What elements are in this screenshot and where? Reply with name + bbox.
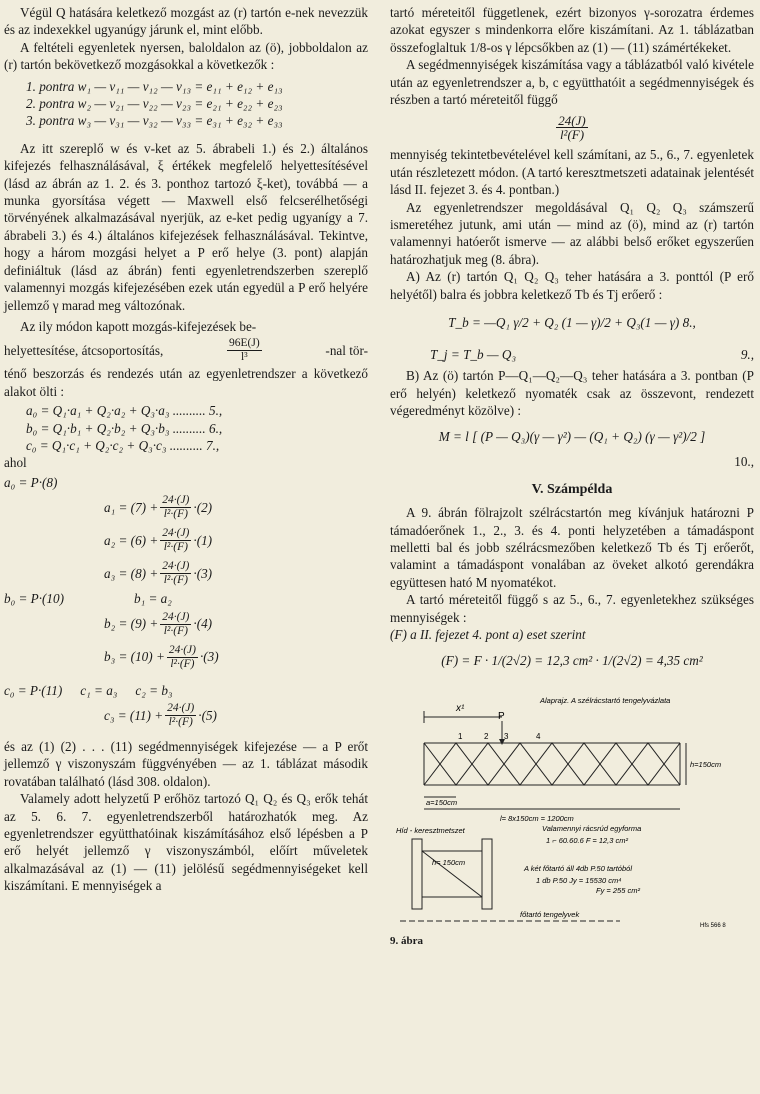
figure-label: 3 <box>504 732 509 742</box>
figure-stamp: Hfs 566 8 <box>700 923 726 930</box>
text: b₂ = (9) + <box>104 616 159 632</box>
paragraph: B) Az (ö) tartón P—Q₁—Q₂—Q₃ teher hatására a 3. pontban (P erő helyén) keletkező nyomaték csak az összevont, rendezett végeredményt közölve) : <box>390 368 754 418</box>
numerator: 24·(J) <box>167 701 195 714</box>
denominator: l²·(F) <box>163 624 188 637</box>
equation <box>104 557 368 590</box>
equation-system <box>26 402 368 454</box>
paragraph: és az (1) (2) . . . (11) segédmennyiségek kifejezése — a P erőt jellemző γ viszonyszám függvényében — az 1. táblázat második rovatában található (lásd 308. oldalon). <box>4 738 368 789</box>
fraction <box>160 527 191 554</box>
text: b₀ = P·(10) <box>4 591 64 607</box>
section-heading: V. Számpélda <box>531 481 613 497</box>
equation-number: 10., <box>734 454 754 470</box>
text: c₀ = P·(11) <box>4 682 63 698</box>
text: T_j = T_b — Q₃ <box>430 347 517 363</box>
numerator: 96E(J) <box>229 336 260 349</box>
figure-label: Valamennyi rácsrúd egyforma <box>542 824 642 834</box>
equation <box>104 641 368 674</box>
figure-label: főtartó tengelyvek <box>520 910 580 920</box>
formula <box>390 108 754 146</box>
equation-tj <box>390 343 754 367</box>
paragraph: Az ily módon kapott mozgás-kifejezések be- <box>20 318 257 334</box>
left-column <box>4 4 368 895</box>
right-column <box>390 4 754 951</box>
paragraph: A tartó méreteitől függő s az 5., 6., 7. egyenletekhez szükséges mennyiségek : <box>390 592 754 625</box>
numerator: 24·(J) <box>162 494 190 507</box>
text: c₁ = a₃ <box>80 682 118 698</box>
truss-diagonals <box>424 743 680 785</box>
text: c₂ = b₃ <box>135 682 173 698</box>
numerator: 24·(J) <box>162 560 190 573</box>
text: ·(3) <box>199 649 219 665</box>
paragraph: (F) a II. fejezet 4. pont a) eset szerint <box>390 626 586 642</box>
paragraph: tartó méreteitől függetlenek, ezért bizonyos γ-sorozatra érdemes azokat egyszer s mindenkorra előre kiszámítani. Az 1. táblázatban összefoglaltuk 1/8-os γ lépcsőkben az (1) — (11) számértékeket. <box>390 5 754 55</box>
figure-label: 1 <box>458 732 463 742</box>
text: a₂ = (6) + <box>104 532 159 548</box>
text: a₁ = (7) + <box>104 499 159 515</box>
figure-9 <box>390 681 754 931</box>
text: ·(3) <box>193 565 213 581</box>
equation <box>104 491 368 524</box>
figure-label: x¹ <box>456 703 465 715</box>
equation: 3. pontra w₃ — v₃₁ — v₃₂ — v₃₃ = e₃₁ + e₃₂ + e₃₃ <box>26 113 283 129</box>
equation-block <box>4 78 368 130</box>
figure-label: a=150cm <box>426 798 458 808</box>
equation: b₀ = Q₁·b₁ + Q₂·b₂ + Q₃·b₃ .......... 6., <box>26 420 223 436</box>
figure-label: Fy = 255 cm² <box>596 886 640 896</box>
equation <box>104 608 368 641</box>
text: -nal tör- <box>325 342 368 358</box>
denominator: l²·(F) <box>163 574 188 587</box>
paragraph: A feltételi egyenletek nyersen, baloldalon az (ö), jobboldalon az (r) tartón bekövetkező mozgásokkal a következők : <box>4 39 368 73</box>
numerator: 24·(J) <box>168 643 196 656</box>
denominator: l²(F) <box>559 126 585 142</box>
equation: c₀ = Q₁·c₁ + Q₂·c₂ + Q₃·c₃ .......... 7., <box>26 437 220 453</box>
paragraph: ténő beszorzás és rendezés után az egyenletrendszer a következő alakot ölti : <box>4 366 368 399</box>
figure-label: 1 ⌐ 60.60.6 F = 12,3 cm² <box>546 836 628 846</box>
text: c₃ = (11) + <box>104 707 164 723</box>
figure-label: h=150cm <box>690 760 722 770</box>
figure-label: 2 <box>484 732 489 742</box>
paragraph: Az egyenletrendszer megoldásával Q₁ Q₂ Q₃ számszerű ismeretéhez jutunk, ami után — mind az (ö), mind az (r) tartón valamennyi hatóerőt ismerve — az alábbi belső erőket egyszerűen határozhatjuk meg (8. ábra). <box>390 199 754 267</box>
paragraph-line <box>4 335 368 365</box>
equation: a₀ = Q₁·a₁ + Q₂·a₂ + Q₃·a₃ .......... 5., <box>26 403 223 419</box>
equation-f: (F) = F · 1/(2√2) = 12,3 cm² · 1/(2√2) = 4,35 cm² <box>441 652 703 668</box>
text: b₃ = (10) + <box>104 649 165 665</box>
numerator: 24(J) <box>558 112 586 128</box>
fraction <box>160 560 191 587</box>
text: a₃ = (8) + <box>104 565 159 581</box>
equation-number: 9., <box>740 347 754 363</box>
paragraph: A) Az (r) tartón Q₁ Q₂ Q₃ teher hatására a 3. ponttól (P erő helyétől) balra és jobbra keletkező Tb és Tj erőerő : <box>390 269 754 302</box>
paragraph: A 9. ábrán fölrajzolt szélrácstartón meg kívánjuk határozni P támadóerőnek 1., 2., 3. és 4. ponti helyzetében a támadáspont melletti bal és jobb szélrácsmezőben keletkező Tb és Tj erőerőt, valamint a támadáspont vonalában az öveket alkotó gerendákra együttesen ható M nyomatékot. <box>390 505 754 590</box>
fraction <box>556 114 587 141</box>
text: ·(1) <box>193 532 213 548</box>
equation: 2. pontra w₂ — v₂₁ — v₂₂ — v₂₃ = e₂₁ + e₂₂ + e₂₃ <box>26 96 283 112</box>
text: helyettesítése, átcsoportosítás, <box>4 342 164 358</box>
numerator: 24·(J) <box>162 610 190 623</box>
text: ·(5) <box>198 707 217 723</box>
denominator: l²·(F) <box>163 508 188 521</box>
equation <box>4 682 368 699</box>
figure-label: 4 <box>536 732 541 742</box>
paragraph: mennyiség tekintetbevételével kell számítani, az 5., 6., 7. egyenletek után részletezett módon. (A tartó keresztmetszeti adatainak jelentését lásd II. fejezet 3. és 4. pontban.) <box>390 147 754 198</box>
cross-section-right <box>482 839 492 909</box>
equation: a₀ = P·(8) <box>4 474 58 490</box>
denominator: l²·(F) <box>168 715 193 728</box>
text: ·(4) <box>193 616 213 632</box>
figure-label: Híd - keresztmetszet <box>396 826 465 836</box>
paragraph: Végül Q hatására keletkező mozgást az (r) tartón e-nek nevezzük és az indexekkel ugyanúgy járunk el, mint előbb. <box>4 5 368 38</box>
equation-tb: T_b = —Q₁ γ/2 + Q₂ (1 — γ)/2 + Q₃(1 — γ) 8., <box>448 315 696 331</box>
text: ahol <box>4 455 27 471</box>
paragraph: A segédmennyiségek kiszámítása vagy a táblázatból való kivétele után az egyenletrendszer a, b, c együtthatóit a segédmennyiségek és részben a tartó méreteitől függő <box>390 57 754 108</box>
fraction <box>227 337 262 364</box>
equation <box>4 590 368 607</box>
figure-label: Alaprajz. A szélrácstartó tengelyvázlata <box>540 696 671 706</box>
equation-m: M = l [ (P — Q₃)(γ — γ²) — (Q₁ + Q₂) (γ — γ²)/2 ] <box>438 428 706 444</box>
cross-section-left <box>412 839 422 909</box>
equation: 1. pontra w₁ — v₁₁ — v₁₂ — v₁₃ = e₁₁ + e₁₂ + e₁₃ <box>26 78 283 94</box>
denominator: l²·(F) <box>170 657 195 670</box>
figure-caption: 9. ábra <box>390 935 423 948</box>
fraction <box>160 611 191 638</box>
fraction <box>165 702 196 729</box>
figure-label: h= 150cm <box>432 858 466 868</box>
text: ·(2) <box>193 499 213 515</box>
figure-label: P <box>498 711 505 723</box>
paragraph: Valamely adott helyzetű P erőhöz tartozó Q₁ Q₂ és Q₃ erők tehát az 5. 6. 7. egyenletrendszerből határozhatók meg. Az egyenletrendszer együtthatóinak kiszámításához első lépésben a P erő helyét jellemző γ viszonyszámból, előírt műveletek alkalmazásával az (1) — (11) jelölésű segédmennyiségeket kell kiszámítani. E mennyiségek a <box>4 791 368 894</box>
figure-label: 1 db P.50 Jy = 15530 cm⁴ <box>536 876 622 886</box>
numerator: 24·(J) <box>162 527 190 540</box>
figure-label: A két főtartó áll 4db P.50 tartóból <box>524 864 632 874</box>
equation <box>104 524 368 557</box>
fraction <box>160 494 191 521</box>
figure-label: l= 8x150cm = 1200cm <box>500 814 574 824</box>
fraction <box>167 644 198 671</box>
denominator: l³ <box>241 350 248 363</box>
text: b₁ = a₂ <box>134 591 172 607</box>
paragraph: Az itt szereplő w és v-ket az 5. ábrabeli 1.) és 2.) általános kifejezés felhasználásával, ξ értékek megfelelő helyettesítésével (lásd az ábrán az 1. 2. és 3. ponthoz tartozó ξ-ket), továbbá — a munka gyorsítása végett — Maxwell első felcserélhetőségi törvényének alkalmazásával nyerjük, az e-ket pedig ugyanígy a 7. ábrabeli 3.) és 4.) általános kifejezések felhasználásával. Tekintve, hogy a három mozgási helyet a P erő helye (3. pont) alapján definiáltuk (lásd az ábrán) fenti egyenletrendszerben szereplő valamennyi mozgás kifejezésében ezek után egyedül a P erő helyére jellemző γ marad meg változónak. <box>4 140 368 313</box>
equation <box>104 699 368 732</box>
denominator: l²·(F) <box>163 541 188 554</box>
